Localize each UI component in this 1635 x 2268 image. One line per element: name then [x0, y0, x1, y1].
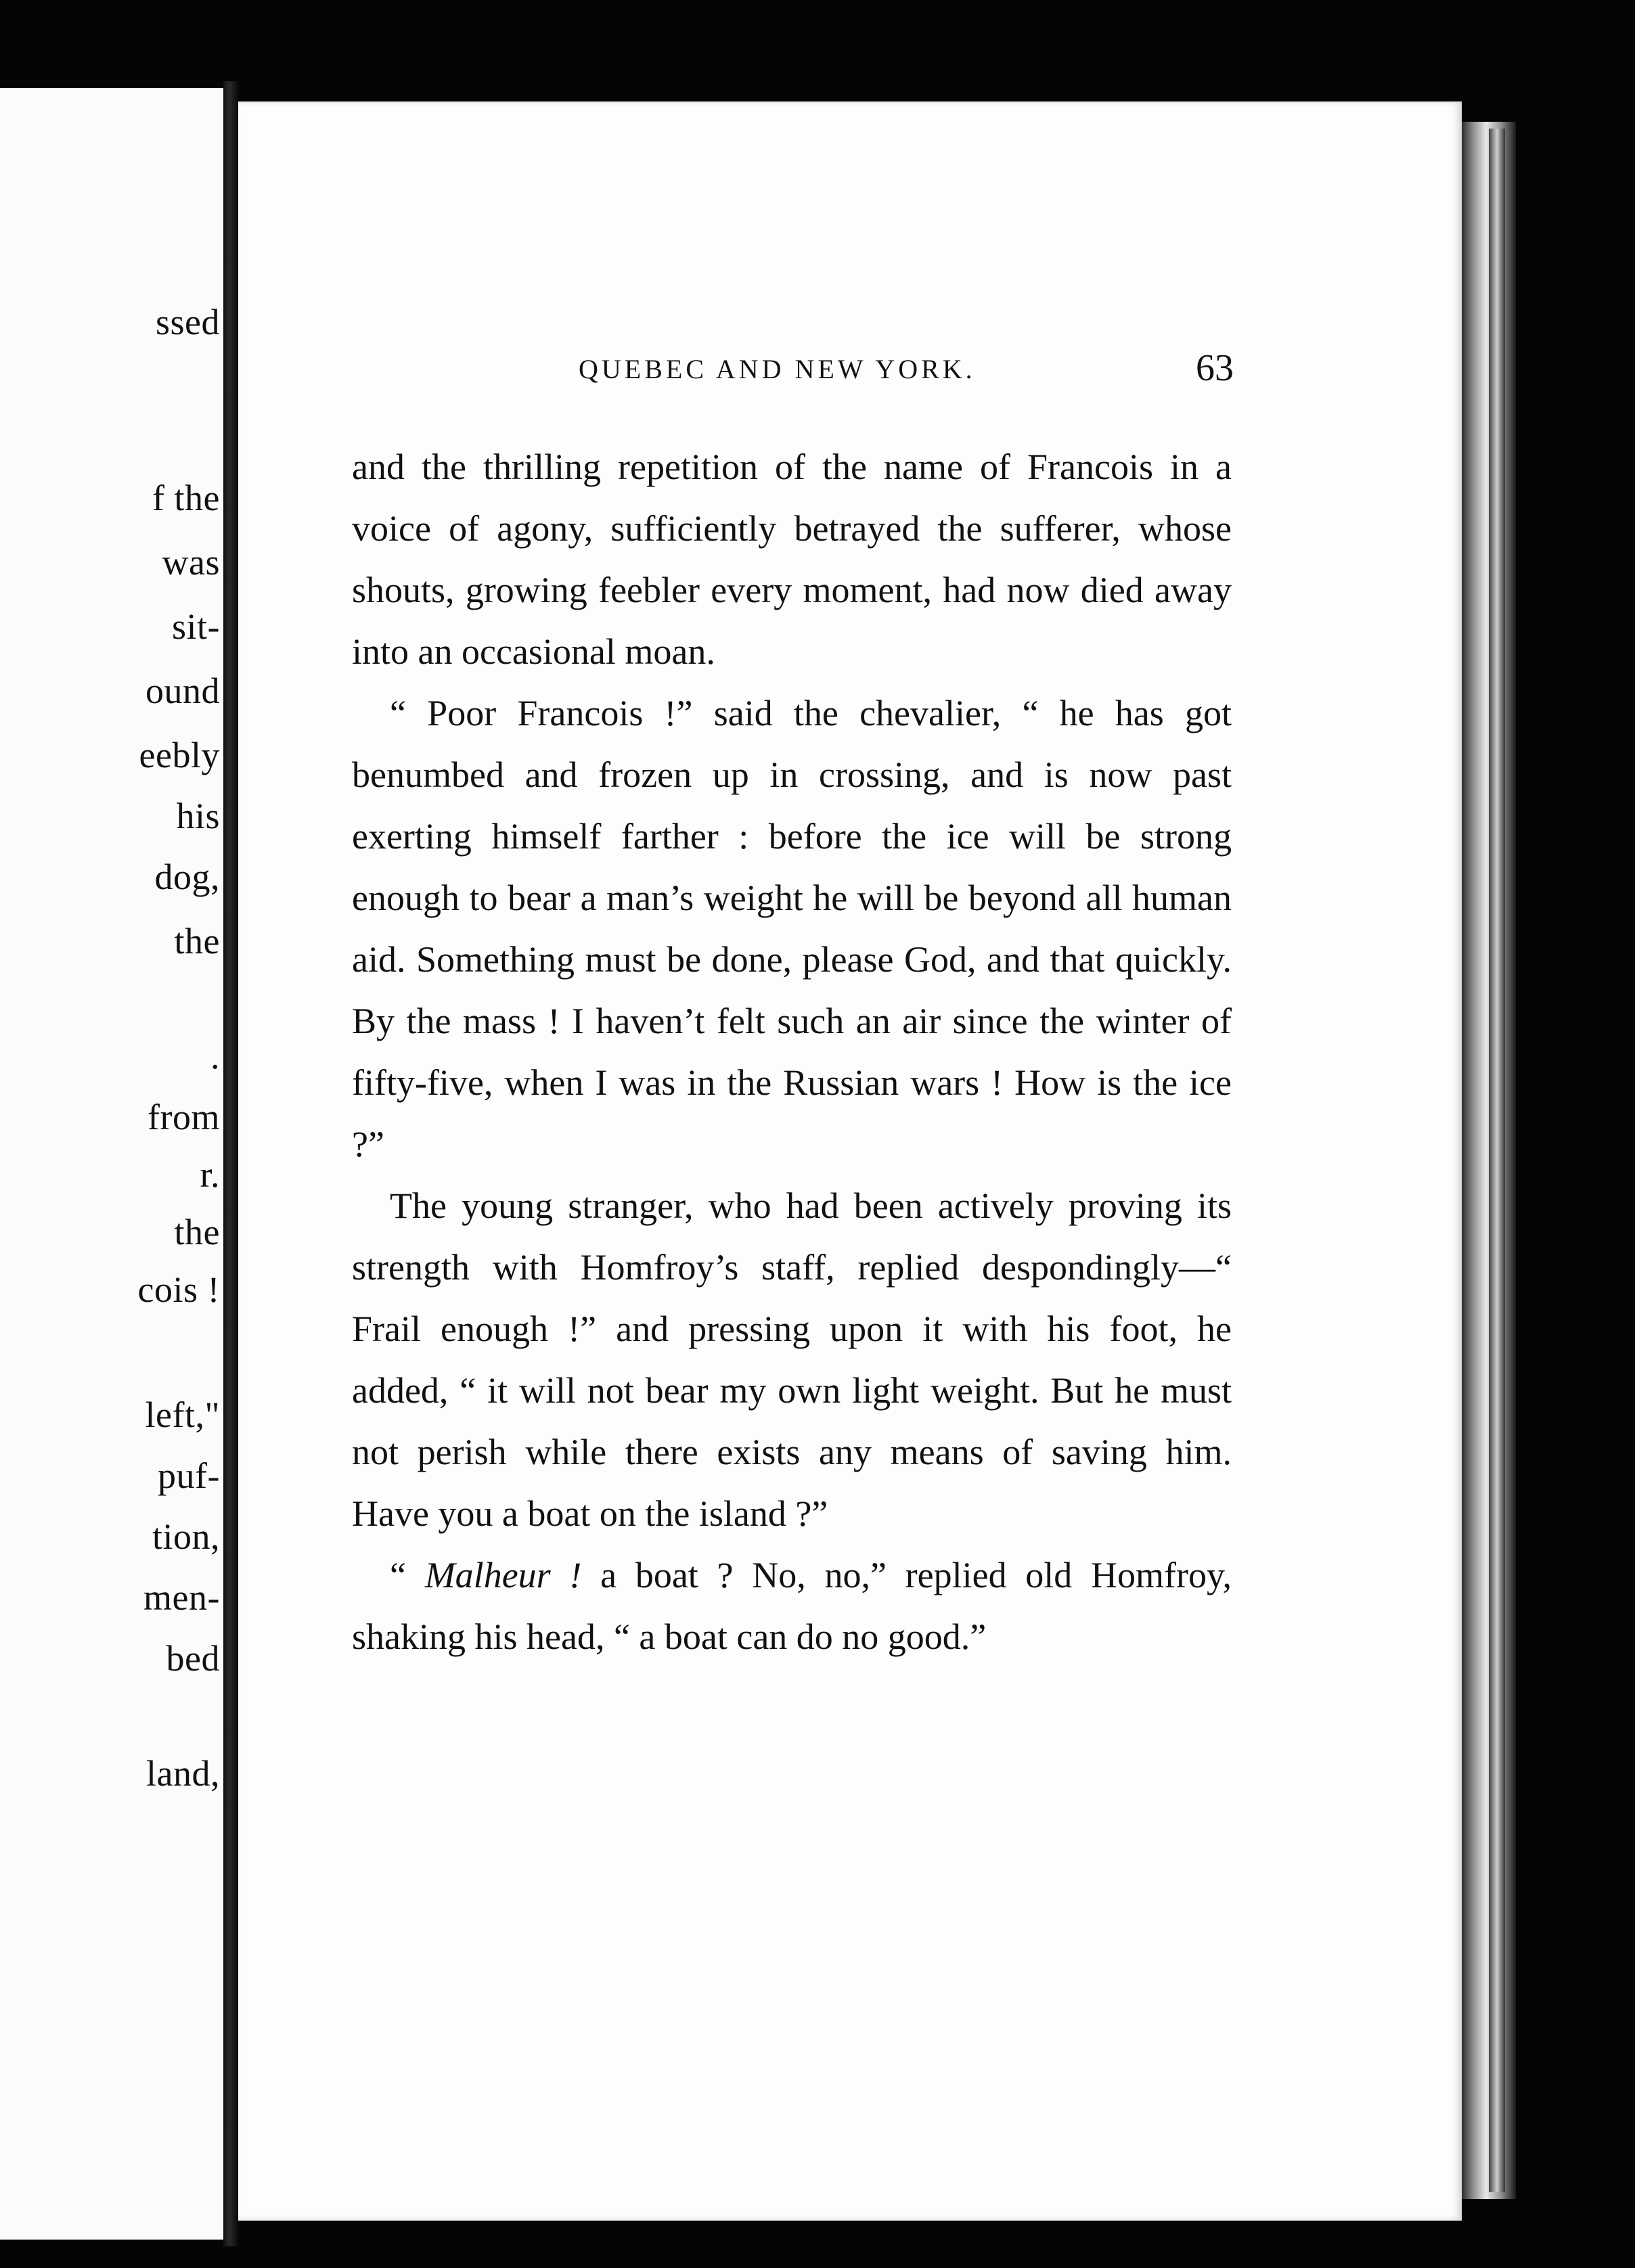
- left-page-fragment: bed: [166, 1638, 220, 1679]
- paragraph: [352, 1545, 1232, 1668]
- left-page-fragment: f the: [152, 478, 220, 518]
- left-page-fragment: puf-: [158, 1455, 220, 1496]
- page-header: [579, 347, 1234, 398]
- running-title: QUEBEC AND NEW YORK.: [579, 354, 976, 384]
- left-page-fragment: land,: [146, 1753, 220, 1794]
- left-page-fragment: left,": [145, 1394, 220, 1435]
- left-page-fragment: cois !: [137, 1269, 220, 1310]
- left-page-fragment: ssed: [156, 302, 220, 342]
- left-page-fragment: from: [148, 1097, 220, 1137]
- left-page-fragment: the: [174, 1212, 220, 1252]
- text-run: “ Poor Francois !” said the chevalier, “ he has got benumbed and frozen up in crossing, and is now past exerting himself farther : before the ice will be strong enough to bear a man’s weight he will be beyond all human aid. Something must be done, please God, and that quickly. By the mass ! I haven’t felt such an air since the winter of fifty-five, when I was in the Russian wars ! How is the ice ?”: [352, 693, 1232, 1164]
- text-run: “: [390, 1555, 425, 1595]
- body-text: [352, 436, 1232, 1668]
- text-run: and the thrilling repetition of the name of Francois in a voice of agony, sufficiently betrayed the sufferer, whose shouts, growing feebler every moment, had now died away into an occasional moan.: [352, 447, 1232, 672]
- left-facing-page: [0, 88, 223, 2240]
- book-gutter: [223, 81, 238, 2246]
- paragraph: [352, 683, 1232, 1175]
- paragraph: [352, 1175, 1232, 1545]
- left-page-fragment: sit-: [171, 606, 220, 647]
- page-number: 63: [1196, 347, 1234, 389]
- left-page-fragment: eebly: [139, 735, 220, 775]
- left-page-fragment: dog,: [154, 857, 220, 897]
- left-page-fragment: .: [210, 1036, 220, 1076]
- left-page-fragment: ound: [145, 671, 220, 711]
- page-fore-edge-highlight: [1489, 129, 1505, 2192]
- left-page-fragment: his: [176, 796, 220, 836]
- left-page-fragment: was: [162, 542, 220, 583]
- text-run: The young stranger, who had been actively proving its strength with Homfroy’s staff, replied despondingly—“ Frail enough !” and pressing upon it with his foot, he added, “ it will not bear my own light weight. But he must not perish while there exists any means of saving him. Have you a boat on the island ?”: [352, 1185, 1232, 1534]
- left-page-fragment: the: [174, 921, 220, 961]
- left-page-fragment: tion,: [152, 1516, 220, 1557]
- left-page-fragment: r.: [200, 1154, 220, 1195]
- text-run: a boat ? No, no,” replied old Homfroy, shaking his head, “ a boat can do no good.”: [352, 1555, 1232, 1657]
- paragraph: [352, 436, 1232, 683]
- italic-phrase: Malheur !: [424, 1555, 582, 1595]
- left-page-fragment: men-: [143, 1577, 220, 1618]
